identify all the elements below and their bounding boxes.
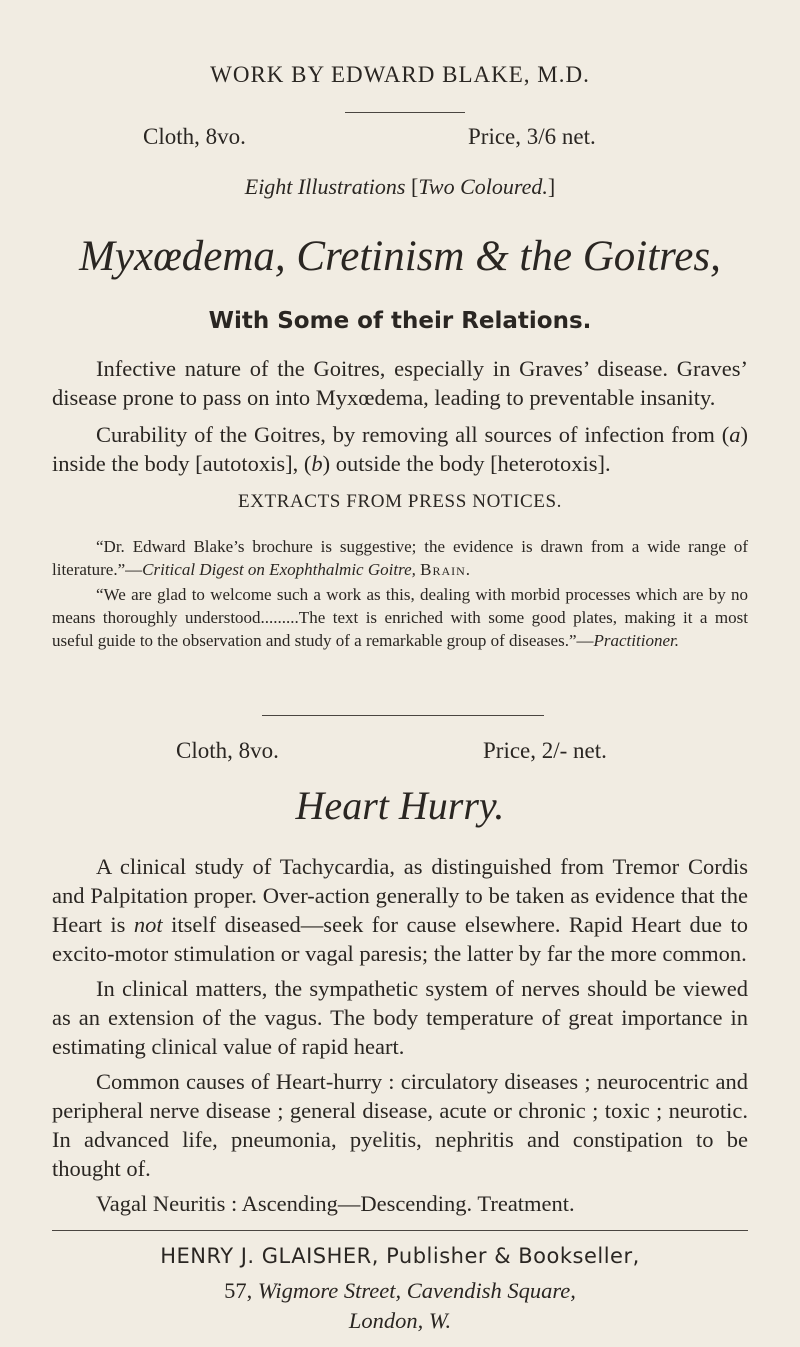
title-ampersand: & [475,233,509,280]
publisher-address: 57, Wigmore Street, Cavendish Square, [224,1278,576,1303]
book1-description [52,354,748,478]
book2-title: Heart Hurry. [295,783,505,828]
book2-binding: Cloth, 8vo. [176,738,279,763]
book2-para4: Vagal Neuritis : Ascending—Descending. Treatment. [96,1191,575,1216]
press-notice-1: “Dr. Edward Blake’s brochure is suggestive; the evidence is drawn from a wide range of literature.”—Critical Digest on Exophthalmic Goitre, Brain. [52,537,748,579]
press-notices [52,535,748,652]
title-cretinism: Cretinism [296,233,465,280]
book1-illustrations: Eight Illustrations [Two Coloured.] [244,174,556,199]
illustrations-bracket: Two Coloured. [418,174,548,199]
book2-para1: A clinical study of Tachycardia, as distinguished from Tremor Cordis and Palpitation proper. Over-action generally to be taken as evidence that the Heart is not itself diseased—seek for cause elsewhere. Rapid Heart due to excito-motor stimulation or vagal paresis; the latter by far the more common. [52,854,748,966]
book2-para2: In clinical matters, the sympathetic system of nerves should be viewed as an extension of the vagus. The body temperature of great importance in estimating clinical value of rapid heart. [52,976,748,1059]
page-title: WORK BY EDWARD BLAKE, M.D. [210,62,590,87]
title-myxoedema: Myxœdema, [79,233,286,280]
press-notices-heading: EXTRACTS FROM PRESS NOTICES. [237,491,563,512]
header-rule [345,112,465,113]
book1-para1: Infective nature of the Goitres, especially in Graves’ disease. Graves’ disease prone to pass on into Myxœdema, leading to preventable insanity. [52,356,748,410]
publisher-name: HENRY J. GLAISHER, Publisher & Bookseller, [160,1244,640,1268]
book2-price: Price, 2/- net. [483,738,607,763]
book2-para3: Common causes of Heart-hurry : circulatory diseases ; neurocentric and peripheral nerve disease ; general disease, acute or chronic ; toxic ; neurotic. In advanced life, pneumonia, pyelitis, nephritis and constipation to be thought of. [52,1069,748,1181]
book1-para2: Curability of the Goitres, by removing all sources of infection from (a) inside the body [autotoxis], (b) outside the body [heterotoxis]. [52,422,748,476]
footer-rule [52,1230,748,1231]
title-goitres: Goitres, [582,233,721,280]
publisher-city: London, W. [348,1308,452,1333]
section-divider [262,715,544,716]
book1-price: Price, 3/6 net. [468,124,596,149]
illustrations-text: Eight Illustrations [244,174,406,199]
book1-binding: Cloth, 8vo. [143,124,246,149]
book2-description [52,852,748,1218]
book1-title [0,232,800,281]
title-the: the [519,233,572,280]
press-notice-2: “We are glad to welcome such a work as this, dealing with morbid processes which are by no means thoroughly understood.........The text is enriched with some good plates, making it a most useful guide to the observation and study of a remarkable group of diseases.”—Practitioner. [52,585,748,650]
book1-subtitle: With Some of their Relations. [208,308,592,334]
